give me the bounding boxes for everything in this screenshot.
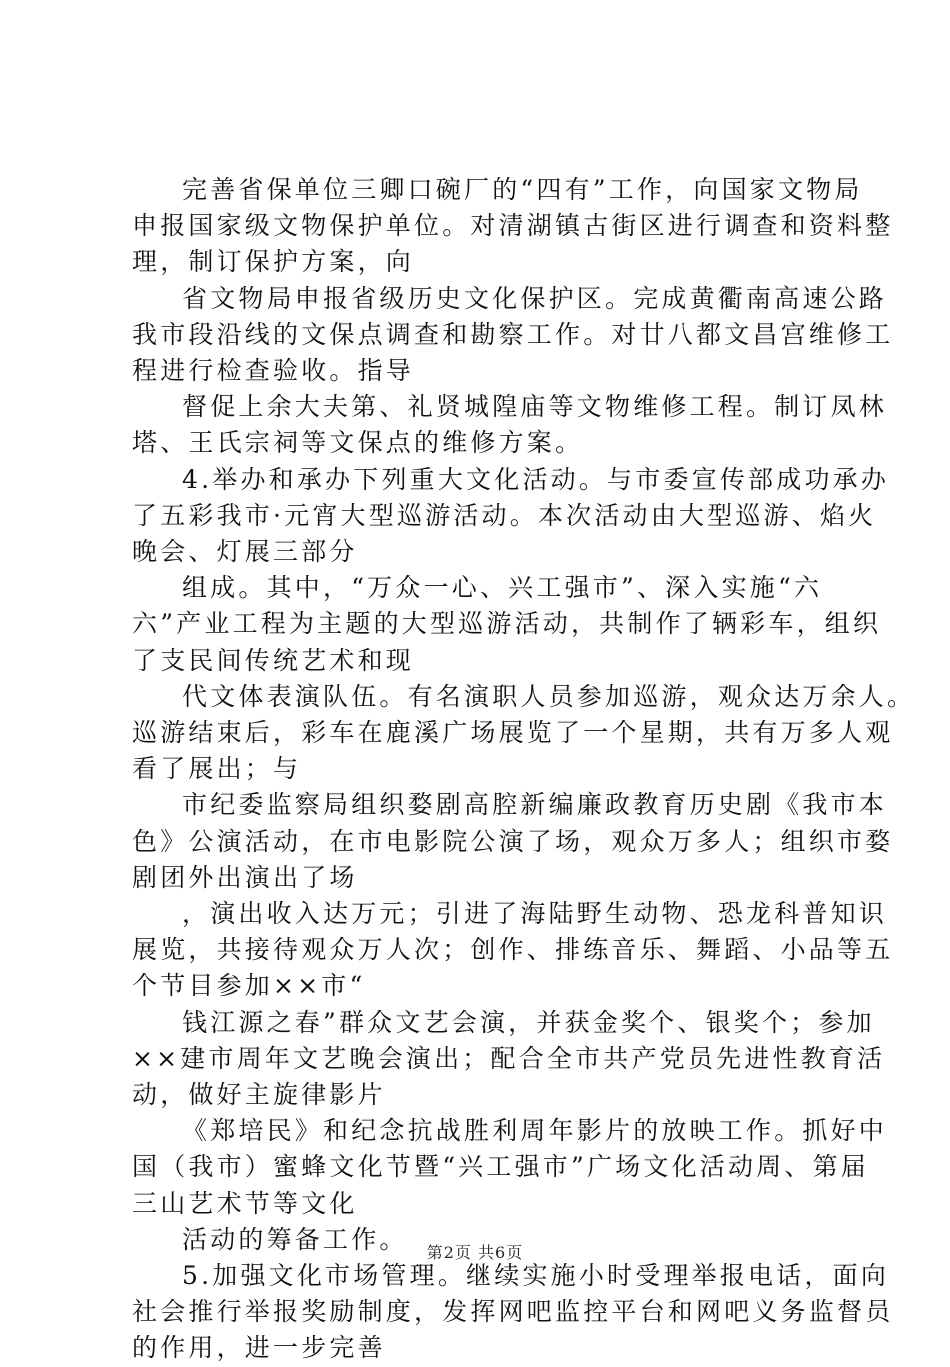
text-line: 个节目参加××市“ <box>132 971 366 1001</box>
text-line: 市纪委监察局组织婺剧高腔新编廉政教育历史剧《我市本 <box>182 790 888 820</box>
text-line: 代文体表演队伍。有名演职人员参加巡游，观众达万余人。 <box>182 681 916 711</box>
paragraph <box>132 1113 888 1222</box>
text-line: 申报国家级文物保护单位。对清湖镇古街区进行调查和资料整 <box>132 211 894 241</box>
text-line: 理，制订保护方案，向 <box>132 247 415 277</box>
text-line: 剧团外出演出了场 <box>132 862 358 892</box>
text-line: ××建市周年文艺晚会演出；配合全市共产党员先进性教育活 <box>132 1043 886 1073</box>
paragraph <box>132 1258 894 1367</box>
text-line: 督促上余大夫第、礼贤城隍庙等文物维修工程。制订凤林 <box>182 392 888 422</box>
text-line: 4.举办和承办下列重大文化活动。与市委宣传部成功承办 <box>182 464 890 494</box>
paragraph <box>132 389 888 461</box>
text-line: 色》公演活动，在市电影院公演了场，观众万多人；组织市婺 <box>132 826 894 856</box>
text-line: 钱江源之春”群众文艺会演，并获金奖个、银奖个；参加 <box>182 1007 875 1037</box>
text-line: 的作用，进一步完善 <box>132 1333 386 1363</box>
text-line: ，演出收入达万元；引进了海陆野生动物、恐龙科普知识 <box>182 899 888 928</box>
paragraph <box>132 896 894 1005</box>
text-line: 了支民间传统艺术和现 <box>132 645 415 675</box>
paragraph <box>132 172 894 281</box>
text-line: 看了展出；与 <box>132 754 302 784</box>
text-line: 六”产业工程为主题的大型巡游活动，共制作了辆彩车，组织 <box>132 609 882 639</box>
paragraph <box>132 570 882 679</box>
text-line: 组成。其中，“万众一心、兴工强市”、深入实施“六 <box>182 573 823 603</box>
text-line: 巡游结束后，彩车在鹿溪广场展览了一个星期，共有万多人观 <box>132 717 894 747</box>
text-line: 国（我市）蜜蜂文化节暨“兴工强市”广场文化活动周、第届 <box>132 1152 869 1182</box>
paragraph <box>132 787 894 896</box>
text-line: 程进行检查验收。指导 <box>132 355 415 385</box>
text-line: 省文物局申报省级历史文化保护区。完成黄衢南高速公路 <box>182 283 888 313</box>
text-line: 了五彩我市·元宵大型巡游活动。本次活动由大型巡游、焰火 <box>132 500 877 530</box>
text-line: 动，做好主旋律影片 <box>132 1079 386 1109</box>
text-line: 完善省保单位三卿口碗厂的“四有”工作，向国家文物局 <box>182 175 863 204</box>
text-line: 我市段沿线的文保点调查和勘察工作。对廿八都文昌宫维修工 <box>132 319 894 349</box>
text-line: 塔、王氏宗祠等文保点的维修方案。 <box>132 428 584 458</box>
page-footer: 第2页 共6页 <box>426 1243 524 1262</box>
text-line: 《郑培民》和纪念抗战胜利周年影片的放映工作。抓好中 <box>182 1116 888 1146</box>
text-line: 5.加强文化市场管理。继续实施小时受理举报电话，面向 <box>182 1261 890 1290</box>
text-line: 展览，共接待观众万人次；创作、排练音乐、舞蹈、小品等五 <box>132 935 894 965</box>
paragraph <box>132 462 890 571</box>
text-line: 三山艺术节等文化 <box>132 1188 358 1218</box>
text-line: 晚会、灯展三部分 <box>132 536 358 566</box>
paragraph <box>132 679 916 788</box>
paragraph <box>132 281 894 390</box>
paragraph <box>132 1005 886 1114</box>
text-line: 活动的筹备工作。 <box>182 1224 408 1254</box>
text-line: 社会推行举报奖励制度，发挥网吧监控平台和网吧义务监督员 <box>132 1297 894 1327</box>
